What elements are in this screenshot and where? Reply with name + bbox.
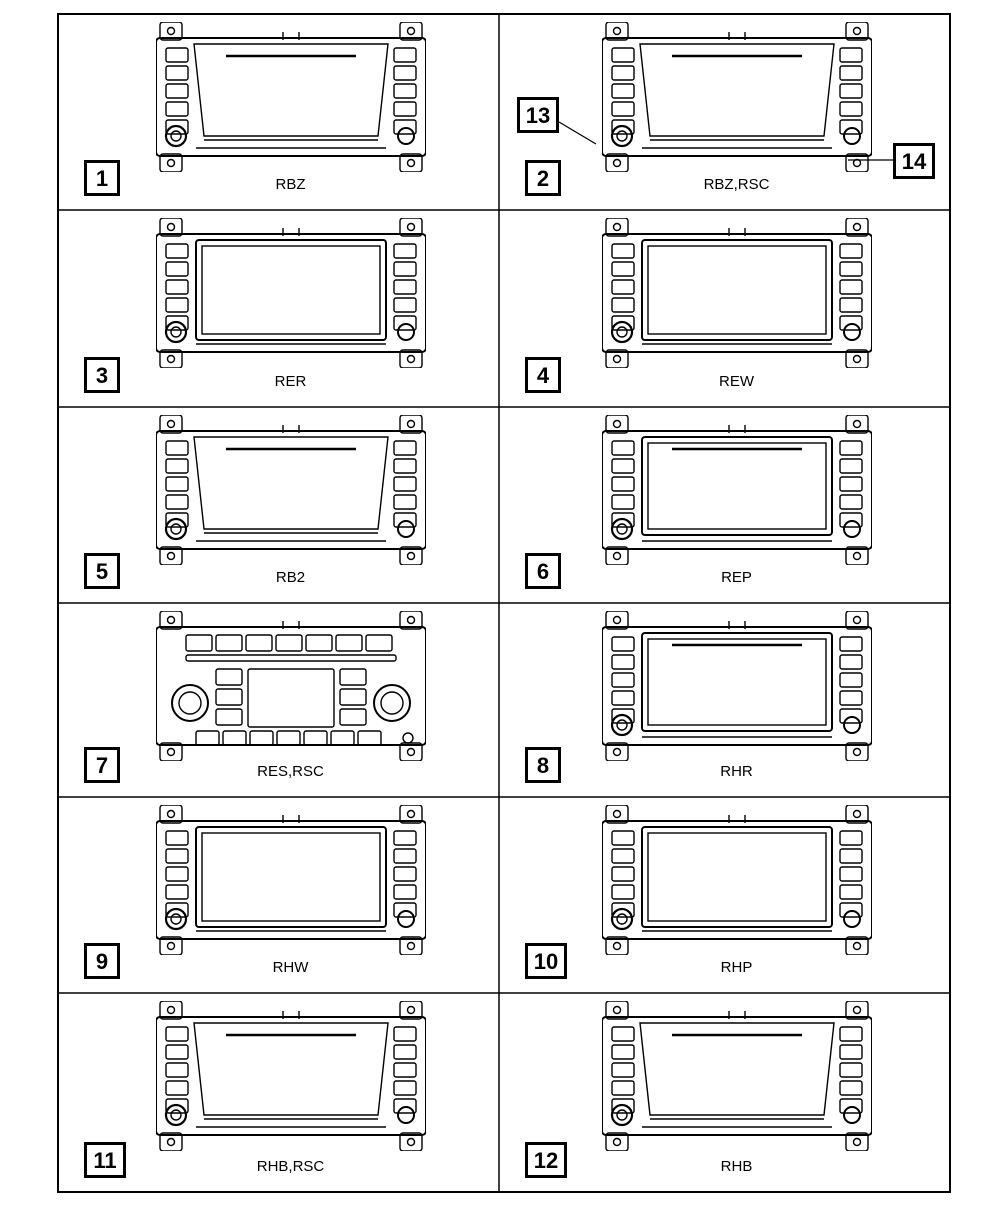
radio-illustration: [602, 415, 872, 570]
panel-number-label: 8: [525, 747, 561, 783]
radio-illustration: [156, 218, 426, 373]
panel-11: [58, 993, 499, 1192]
panel-6: [499, 407, 950, 603]
panel-2: [499, 14, 950, 210]
panel-12: [499, 993, 950, 1192]
panel-10: [499, 797, 950, 993]
callout-13: 13: [517, 97, 559, 133]
sales-code-label: REP: [721, 569, 752, 586]
sales-code-label: RHP: [720, 959, 753, 976]
radio-illustration: [602, 22, 872, 177]
panel-3: [58, 210, 499, 407]
panel-number-label: 7: [84, 747, 120, 783]
panel-number-label: 10: [525, 943, 567, 979]
panel-number-label: 2: [525, 160, 561, 196]
sales-code-label: RES,RSC: [257, 763, 324, 780]
radio-illustration: [156, 805, 426, 960]
panel-7: [58, 603, 499, 797]
panel-number-label: 1: [84, 160, 120, 196]
radio-illustration: [602, 805, 872, 960]
panel-number-label: 3: [84, 357, 120, 393]
sales-code-label: RHB: [720, 1158, 753, 1175]
panel-4: [499, 210, 950, 407]
radio-illustration: [156, 415, 426, 570]
sales-code-label: RB2: [275, 569, 306, 586]
radio-illustration: [156, 611, 426, 766]
panel-9: [58, 797, 499, 993]
radio-illustration: [156, 22, 426, 177]
panel-number-label: 12: [525, 1142, 567, 1178]
radio-illustration: [602, 611, 872, 766]
sales-code-label: REW: [719, 373, 754, 390]
radio-illustration: [602, 1001, 872, 1156]
panel-number-label: 4: [525, 357, 561, 393]
panel-1: [58, 14, 499, 210]
panel-number-label: 9: [84, 943, 120, 979]
sales-code-label: RHW: [272, 959, 309, 976]
panel-8: [499, 603, 950, 797]
panel-number-label: 5: [84, 553, 120, 589]
sales-code-label: RBZ: [275, 176, 306, 193]
sales-code-label: RHR: [720, 763, 753, 780]
radio-illustration: [602, 218, 872, 373]
sales-code-label: RBZ,RSC: [703, 176, 770, 193]
panel-number-label: 6: [525, 553, 561, 589]
callout-14: 14: [893, 143, 935, 179]
sales-code-label: RHB,RSC: [256, 1158, 325, 1175]
panel-number-label: 11: [84, 1142, 126, 1178]
sales-code-label: RER: [274, 373, 307, 390]
radio-illustration: [156, 1001, 426, 1156]
panel-5: [58, 407, 499, 603]
